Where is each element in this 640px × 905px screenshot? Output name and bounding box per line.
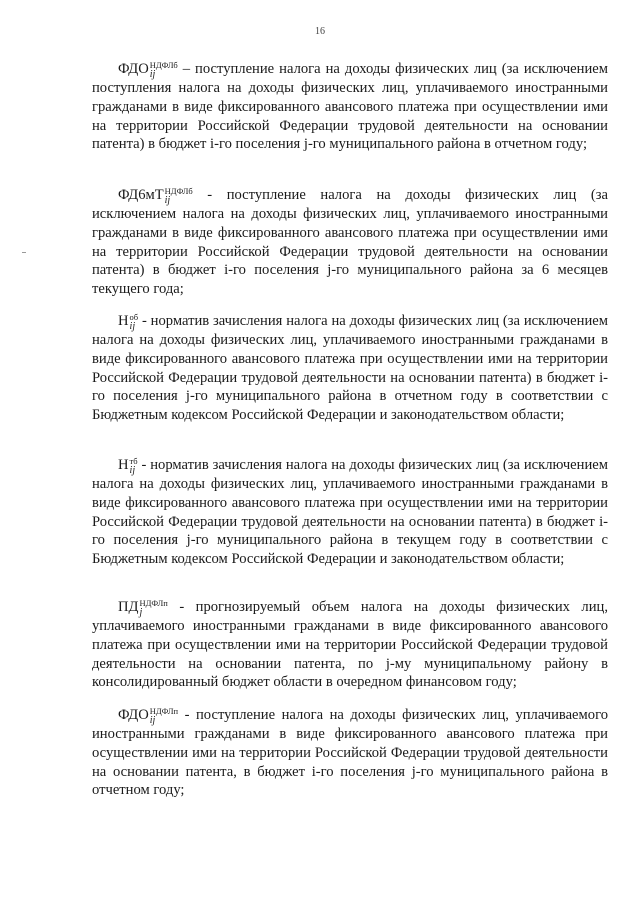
definition-pd-ndfl-p bbox=[92, 598, 608, 692]
page-number: 16 bbox=[315, 26, 325, 37]
formula-symbol: ФДО НДФЛб ij bbox=[118, 60, 178, 80]
definition-n-ob bbox=[92, 312, 608, 425]
formula-symbol: ФДО НДФЛп ij bbox=[118, 706, 179, 726]
formula-symbol: Н тб ij bbox=[118, 456, 138, 476]
margin-mark bbox=[22, 252, 26, 253]
definition-text: - поступление налога на доходы физических лиц, уплачиваемого иностранными гражданами в виде фиксированного авансового платежа при осуществлении ими на территории Российской Федерации трудовой деятельности на основании патента, в бюджет i-го поселения j-го муниципального района в отчетном году; bbox=[92, 707, 608, 799]
definition-text: - поступление налога на доходы физических лиц (за исключением налога на доходы физических лиц, уплачиваемого иностранными гражданами в виде фиксированного авансового платежа при осуществлении ими на территории Российской Федерации трудовой деятельности на основании патента) в бюджет i-го поселения j-го муниципального района за 6 месяцев текущего года; bbox=[92, 187, 608, 298]
formula-symbol: ФД6мТ НДФЛб ij bbox=[118, 186, 193, 206]
formula-symbol: Н об ij bbox=[118, 312, 139, 332]
definition-fd6mt-ndfl-b bbox=[92, 186, 608, 299]
definition-text: - норматив зачисления налога на доходы физических лиц (за исключением налога на доходы физических лиц, уплачиваемого иностранными гражданами в виде фиксированного авансового платежа при осуществлении ими на территории Российской Федерации трудовой деятельности на основании патента) в бюджет i-го поселения j-го муниципального района в отчетном году в соответствии с Бюджетным кодексом Российской Федерации и законодательством области; bbox=[92, 313, 608, 424]
formula-symbol: ПД НДФЛп j bbox=[118, 598, 168, 618]
definition-fdo-ndfl-p bbox=[92, 706, 608, 800]
definition-text: - прогнозируемый объем налога на доходы физических лиц, уплачиваемого иностранными гражданами в виде фиксированного авансового платежа при осуществлении ими на территории Российской Федерации трудовой деятельности на основании патента, по j-му муниципальному району в консолидированный бюджет области в очередном финансовом году; bbox=[92, 599, 608, 691]
definition-text: – поступление налога на доходы физических лиц (за исключением поступления налога на доходы физических лиц, уплачиваемого иностранными гражданами в виде фиксированного авансового платежа при осуществлении ими на территории Российской Федерации трудовой деятельности на основании патента) в бюджет i-го поселения j-го муниципального района в отчетном году; bbox=[92, 61, 608, 153]
definition-text: - норматив зачисления налога на доходы физических лиц (за исключением налога на доходы физических лиц, уплачиваемого иностранными гражданами в виде фиксированного авансового платежа при осуществлении ими на территории Российской Федерации трудовой деятельности на основании патента) в бюджет i-го поселения j-го муниципального района в текущем году в соответствии с Бюджетным кодексом Российской Федерации и законодательством области; bbox=[92, 457, 608, 568]
definition-fdo-ndfl-b bbox=[92, 60, 608, 154]
definition-n-tb bbox=[92, 456, 608, 569]
